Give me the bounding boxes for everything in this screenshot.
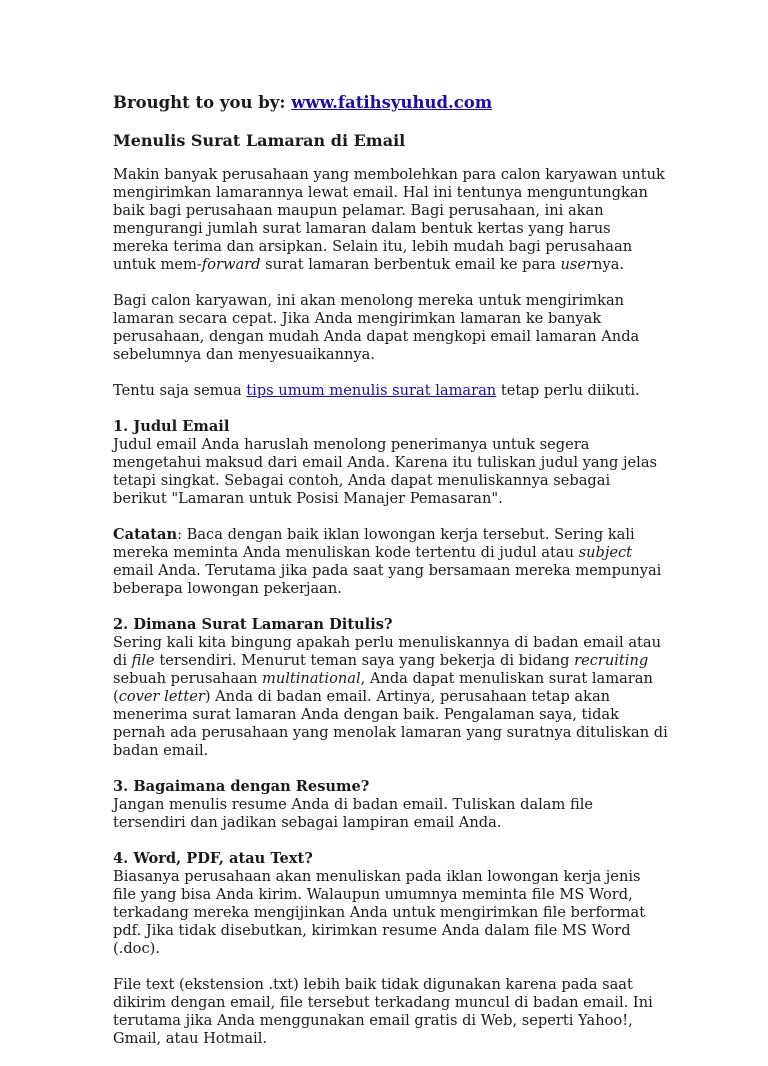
- note-label: Catatan: [113, 526, 178, 543]
- section-3-body: Jangan menulis resume Anda di badan email. Tuliskan dalam file tersendiri dan jadikan sebagai lampiran email Anda.: [113, 796, 594, 831]
- section-4-body: Biasanya perusahaan akan menuliskan pada iklan lowongan kerja jenis file yang bisa Anda kirim. Walaupun umumnya meminta file MS Word, terkadang mereka mengijinkan Anda untuk mengirimkan file berformat pdf. Jika tidak disebutkan, kirimkan resume Anda dalam file MS Word (.doc).: [113, 868, 646, 957]
- section-1: [113, 418, 668, 508]
- intro-p1-user: user: [560, 256, 594, 273]
- section-2-heading: 2. Dimana Surat Lamaran Ditulis?: [113, 616, 393, 633]
- intro-p1-forward: forward: [201, 256, 261, 273]
- section-4: [113, 850, 668, 958]
- section-2-text-d: , Anda dapat menuliskan surat lamaran (: [113, 670, 653, 705]
- intro-p1-text-c: nya.: [593, 256, 625, 273]
- section-2-text-a: Sering kali kita bingung apakah perlu menuliskannya di badan email atau di: [113, 634, 662, 669]
- note-subject: subject: [578, 544, 633, 561]
- intro-p1-text-a: Makin banyak perusahaan yang membolehkan para calon karyawan untuk mengirimkan lamarannya lewat email. Hal ini tentunya menguntungkan baik bagi perusahaan maupun pelamar. Bagi perusahaan, ini akan mengurangi jumlah surat lamaran dalam bentuk kertas yang harus mereka terima dan arsipkan. Selain itu, lebih mudah bagi perusahaan untuk mem-: [113, 166, 665, 273]
- section-1-body: Judul email Anda haruslah menolong penerimanya untuk segera mengetahui maksud dari email Anda. Karena itu tuliskan judul yang jelas tetapi singkat. Sebagai contoh, Anda dapat menuliskannya sebagai berikut "Lamaran untuk Posisi Manajer Pemasaran".: [113, 436, 658, 507]
- tips-link[interactable]: tips umum menulis surat lamaran: [246, 382, 497, 399]
- note-text-b: email Anda. Terutama jika pada saat yang bersamaan mereka mempunyai beberapa lowongan pekerjaan.: [113, 562, 662, 597]
- section-2-text-b: tersendiri. Menurut teman saya yang bekerja di bidang: [154, 652, 575, 669]
- intro-p3-text-a: Tentu saja semua: [113, 382, 247, 399]
- document-body: [113, 92, 668, 1066]
- intro-p3-text-b: tetap perlu diikuti.: [496, 382, 640, 399]
- note-text-a: : Baca dengan baik iklan lowongan kerja tersebut. Sering kali mereka meminta Anda menuliskan kode tertentu di judul atau: [113, 526, 635, 561]
- section-4-heading: 4. Word, PDF, atau Text?: [113, 850, 313, 867]
- intro-paragraph-1: [113, 166, 668, 274]
- section-2-file: file: [131, 652, 155, 669]
- section-2-recruiting: recruiting: [574, 652, 649, 669]
- section-2-text-e: ) Anda di badan email. Artinya, perusahaan tetap akan menerima surat lamaran Anda dengan baik. Pengalaman saya, tidak pernah ada perusahaan yang menolak lamaran yang suratnya dituliskan di badan email.: [113, 688, 668, 759]
- section-2-cover-letter: cover letter: [118, 688, 205, 705]
- section-4-paragraph-2: File text (ekstension .txt) lebih baik tidak digunakan karena pada saat dikirim dengan email, file tersebut terkadang muncul di badan email. Ini terutama jika Anda menggunakan email gratis di Web, seperti Yahoo!, Gmail, atau Hotmail.: [113, 976, 653, 1047]
- section-3: [113, 778, 668, 832]
- section-1-heading: 1. Judul Email: [113, 418, 230, 435]
- page-title: Menulis Surat Lamaran di Email: [113, 131, 406, 150]
- attribution-line: [113, 92, 668, 114]
- section-3-heading: 3. Bagaimana dengan Resume?: [113, 778, 370, 795]
- section-1-note: [113, 526, 668, 598]
- intro-paragraph-2: Bagi calon karyawan, ini akan menolong mereka untuk mengirimkan lamaran secara cepat. Jika Anda mengirimkan lamaran ke banyak perusahaan, dengan mudah Anda dapat mengkopi email lamaran Anda sebelumnya dan menyesuaikannya.: [113, 292, 640, 363]
- attribution-label: Brought to you by:: [113, 93, 286, 112]
- section-2-text-c: sebuah perusahaan: [113, 670, 262, 687]
- attribution-link[interactable]: www.fatihsyuhud.com: [291, 93, 493, 112]
- section-2-multinational: multinational: [262, 670, 361, 687]
- intro-p1-text-b: surat lamaran berbentuk email ke para: [260, 256, 561, 273]
- intro-paragraph-3: [113, 382, 668, 400]
- section-2: [113, 616, 668, 760]
